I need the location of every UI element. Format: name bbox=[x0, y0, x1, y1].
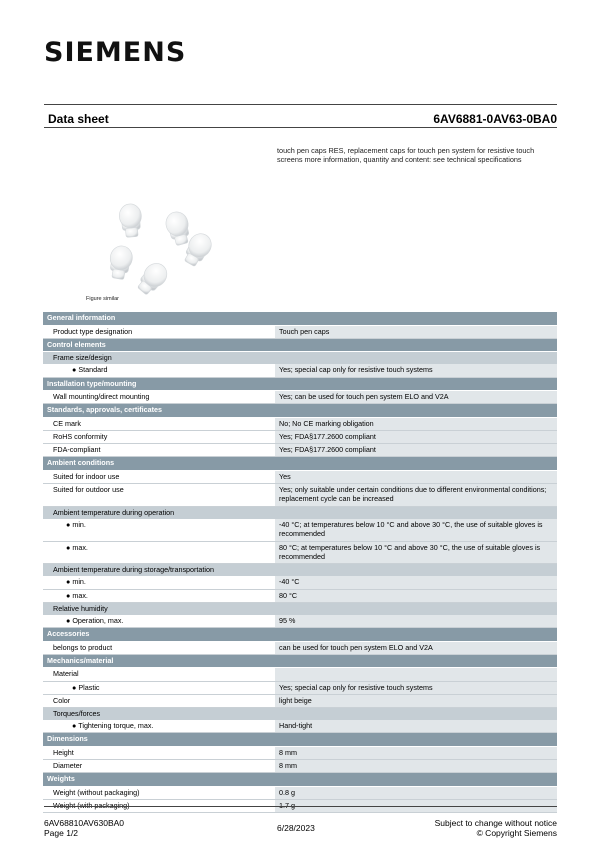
row-plastic bbox=[43, 681, 557, 694]
product-image bbox=[100, 190, 245, 295]
row-weight-without-packaging bbox=[43, 786, 557, 799]
row-humidity-operation bbox=[43, 615, 557, 628]
row-label: Color bbox=[53, 695, 71, 705]
row-label: Suited for outdoor use bbox=[53, 485, 124, 494]
section-header-general: General information bbox=[43, 312, 557, 325]
header-rule-bottom bbox=[44, 127, 557, 128]
row-fda bbox=[43, 444, 557, 457]
row-label: ● min. bbox=[66, 520, 86, 530]
section-header-control: Control elements bbox=[43, 338, 557, 352]
row-value: Yes; FDA§177.2600 compliant bbox=[275, 444, 557, 457]
row-label: ● Standard bbox=[72, 365, 108, 375]
spec-table bbox=[43, 312, 557, 813]
row-value: Yes; FDA§177.2600 compliant bbox=[275, 430, 557, 443]
row-label: ● max. bbox=[66, 543, 88, 553]
row-product-type bbox=[43, 325, 557, 338]
row-label: belongs to product bbox=[53, 642, 113, 652]
footer-notice: Subject to change without notice bbox=[434, 818, 557, 828]
row-label: ● Tightening torque, max. bbox=[72, 721, 154, 731]
footer-right bbox=[435, 818, 557, 838]
subheader-frame-size: Frame size/design bbox=[43, 352, 557, 365]
row-label: FDA-compliant bbox=[53, 445, 101, 455]
row-label: Suited for indoor use bbox=[53, 471, 120, 481]
section-header-standards: Standards, approvals, certificates bbox=[43, 404, 557, 418]
row-outdoor bbox=[43, 484, 557, 507]
row-label: ● min. bbox=[66, 577, 86, 587]
section-header-ambient: Ambient conditions bbox=[43, 457, 557, 471]
row-label: ● max. bbox=[66, 590, 88, 600]
row-value: Yes; special cap only for resistive touch systems bbox=[275, 681, 557, 694]
product-id: 6AV6881-0AV63-0BA0 bbox=[433, 112, 557, 126]
row-value: -40 °C; at temperatures below 10 °C and above 30 °C, the use of suitable gloves is recommended bbox=[275, 519, 557, 542]
footer-doc-id: 6AV68810AV630BA0 bbox=[44, 818, 125, 828]
subheader-humidity: Relative humidity bbox=[43, 602, 557, 615]
footer-rule bbox=[44, 806, 557, 807]
row-value: 80 °C bbox=[275, 589, 557, 602]
row-value: Hand-tight bbox=[275, 720, 557, 733]
subheader-temp-operation: Ambient temperature during operation bbox=[43, 507, 557, 520]
row-belongs-to-product bbox=[43, 641, 557, 654]
row-value: 8 mm bbox=[275, 746, 557, 759]
row-indoor bbox=[43, 470, 557, 483]
row-value: Touch pen caps bbox=[275, 325, 557, 338]
datasheet-title: Data sheet bbox=[48, 112, 109, 126]
row-op-max bbox=[43, 542, 557, 564]
row-label: Weight (with packaging) bbox=[53, 800, 130, 810]
row-storage-min bbox=[43, 576, 557, 589]
section-header-dimensions: Dimensions bbox=[43, 733, 557, 747]
row-label: RoHS conformity bbox=[53, 431, 108, 441]
row-height bbox=[43, 746, 557, 759]
footer-copyright: © Copyright Siemens bbox=[476, 828, 557, 838]
row-value: -40 °C bbox=[275, 576, 557, 589]
row-op-min bbox=[43, 519, 557, 542]
row-value: Yes; special cap only for resistive touch systems bbox=[275, 364, 557, 377]
row-diameter bbox=[43, 759, 557, 772]
row-label: Weight (without packaging) bbox=[53, 787, 140, 797]
row-value: Yes; only suitable under certain conditions due to different environmental conditions; replacement cycle can be increased bbox=[275, 484, 557, 507]
row-label: ● Operation, max. bbox=[66, 615, 124, 625]
row-label: ● Plastic bbox=[72, 682, 100, 692]
row-ce-mark bbox=[43, 417, 557, 430]
section-header-mechanics: Mechanics/material bbox=[43, 654, 557, 668]
row-label: Wall mounting/direct mounting bbox=[53, 392, 150, 402]
row-label: Product type designation bbox=[53, 326, 133, 336]
footer-page-number: Page 1/2 bbox=[44, 828, 79, 838]
row-value: Yes; can be used for touch pen system ELO and V2A bbox=[275, 391, 557, 404]
siemens-logo: SIEMENS bbox=[44, 37, 187, 68]
header-rule-top bbox=[44, 104, 557, 105]
footer-left bbox=[44, 818, 124, 838]
row-storage-max bbox=[43, 589, 557, 602]
row-wall-mounting bbox=[43, 391, 557, 404]
row-value: 1.7 g bbox=[275, 799, 557, 812]
section-header-installation: Installation type/mounting bbox=[43, 377, 557, 391]
row-value: can be used for touch pen system ELO and V2A bbox=[275, 641, 557, 654]
row-standard bbox=[43, 364, 557, 377]
row-value: Yes bbox=[275, 470, 557, 483]
row-label: Material bbox=[53, 669, 79, 679]
section-header-weights: Weights bbox=[43, 773, 557, 787]
footer-date: 6/28/2023 bbox=[277, 823, 315, 833]
row-value: No; No CE marking obligation bbox=[275, 417, 557, 430]
row-value: 95 % bbox=[275, 615, 557, 628]
row-material bbox=[43, 668, 557, 681]
product-description: touch pen caps RES, replacement caps for touch pen system for resistive touch screens more information, quantity and content: see technical specifications bbox=[277, 146, 535, 164]
row-label: Diameter bbox=[53, 760, 83, 770]
row-value: 0.8 g bbox=[275, 786, 557, 799]
row-value: 80 °C; at temperatures below 10 °C and above 30 °C, the use of suitable gloves is recommended bbox=[275, 542, 557, 564]
row-value: 8 mm bbox=[275, 759, 557, 772]
row-rohs bbox=[43, 430, 557, 443]
row-color bbox=[43, 694, 557, 707]
section-header-accessories: Accessories bbox=[43, 628, 557, 642]
subheader-torques: Torques/forces bbox=[43, 707, 557, 720]
row-label: CE mark bbox=[53, 418, 81, 428]
subheader-temp-storage: Ambient temperature during storage/transportation bbox=[43, 564, 557, 577]
row-label: Height bbox=[53, 747, 74, 757]
row-value: light beige bbox=[275, 694, 557, 707]
row-tightening-torque bbox=[43, 720, 557, 733]
figure-caption: Figure similar bbox=[86, 296, 120, 302]
